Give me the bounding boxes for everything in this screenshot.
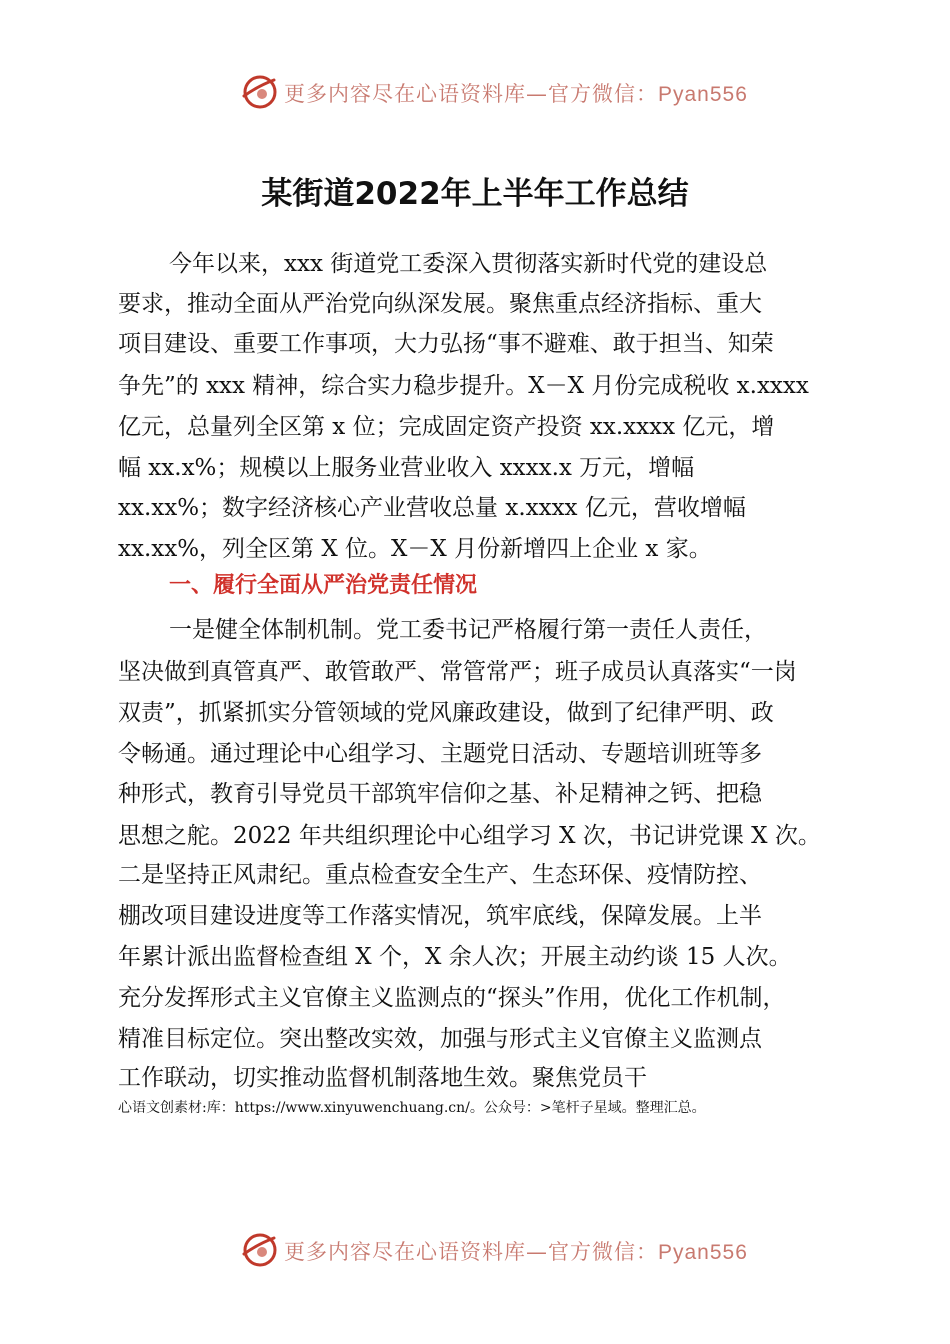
paragraph-line: 思想之舵。2022 年共组织理论中心组学习 X 次，书记讲党课 X 次。 <box>118 823 821 849</box>
document-title: 某街道2022年上半年工作总结 <box>261 176 689 212</box>
paragraph-line: 今年以来，xxx 街道党工委深入贯彻落实新时代党的建设总 <box>169 251 768 277</box>
paragraph-line: xx.xx%；数字经济核心产业营收总量 x.xxxx 亿元，营收增幅 <box>118 495 746 521</box>
banner-text: 更多内容尽在心语资料库—官方微信：Pyan556 <box>284 82 748 106</box>
section-heading: 一、履行全面从严治党责任情况 <box>169 573 478 598</box>
paragraph-line: 双责”，抓紧抓实分管领域的党风廉政建设，做到了纪律严明、政 <box>118 700 774 726</box>
header-banner <box>0 70 950 118</box>
paragraph-line: 亿元，总量列全区第 x 位；完成固定资产投资 xx.xxxx 亿元，增 <box>118 414 775 440</box>
paragraph-line: 令畅通。通过理论中心组学习、主题党日活动、专题培训班等多 <box>118 741 762 767</box>
paragraph-line: 争先”的 xxx 精神，综合实力稳步提升。X－X 月份完成税收 x.xxxx <box>118 373 809 399</box>
source-footnote: 心语文创素材:库：https://www.xinyuwenchuang.cn/。公众号：>笔杆子星域。整理汇总。 <box>118 1100 706 1116</box>
paragraph-line: 年累计派出监督检查组 X 个，X 余人次；开展主动约谈 15 人次。 <box>118 944 792 970</box>
banner-account: Pyan556 <box>658 1241 748 1264</box>
paragraph-line: 精准目标定位。突出整改实效，加强与形式主义官僚主义监测点 <box>118 1026 762 1052</box>
brand-logo-icon <box>240 72 280 112</box>
paragraph-line: 项目建设、重要工作事项，大力弘扬“事不避难、敢于担当、知荣 <box>118 331 774 357</box>
paragraph-line: xx.xx%，列全区第 X 位。X－X 月份新增四上企业 x 家。 <box>118 536 712 562</box>
paragraph-line: 种形式，教育引导党员干部筑牢信仰之基、补足精神之钙、把稳 <box>118 781 762 807</box>
paragraph-line: 幅 xx.x%；规模以上服务业营业收入 xxxx.x 万元，增幅 <box>118 455 695 481</box>
paragraph-line: 坚决做到真管真严、敢管敢严、常管常严；班子成员认真落实“一岗 <box>118 659 797 685</box>
banner-account: Pyan556 <box>658 83 748 106</box>
paragraph-line: 充分发挥形式主义官僚主义监测点的“探头”作用，优化工作机制， <box>118 985 786 1011</box>
paragraph-line: 要求，推动全面从严治党向纵深发展。聚焦重点经济指标、重大 <box>118 291 762 317</box>
paragraph-line: 棚改项目建设进度等工作落实情况，筑牢底线，保障发展。上半 <box>118 903 762 929</box>
paragraph-line: 一是健全体制机制。党工委书记严格履行第一责任人责任， <box>169 617 767 643</box>
brand-logo-icon <box>240 1230 280 1270</box>
paragraph-line: 二是坚持正风肃纪。重点检查安全生产、生态环保、疫情防控、 <box>118 862 762 888</box>
paragraph-line: 工作联动，切实推动监督机制落地生效。聚焦党员干 <box>118 1065 647 1091</box>
banner-text: 更多内容尽在心语资料库—官方微信：Pyan556 <box>284 1240 748 1264</box>
footer-banner <box>0 1228 950 1276</box>
